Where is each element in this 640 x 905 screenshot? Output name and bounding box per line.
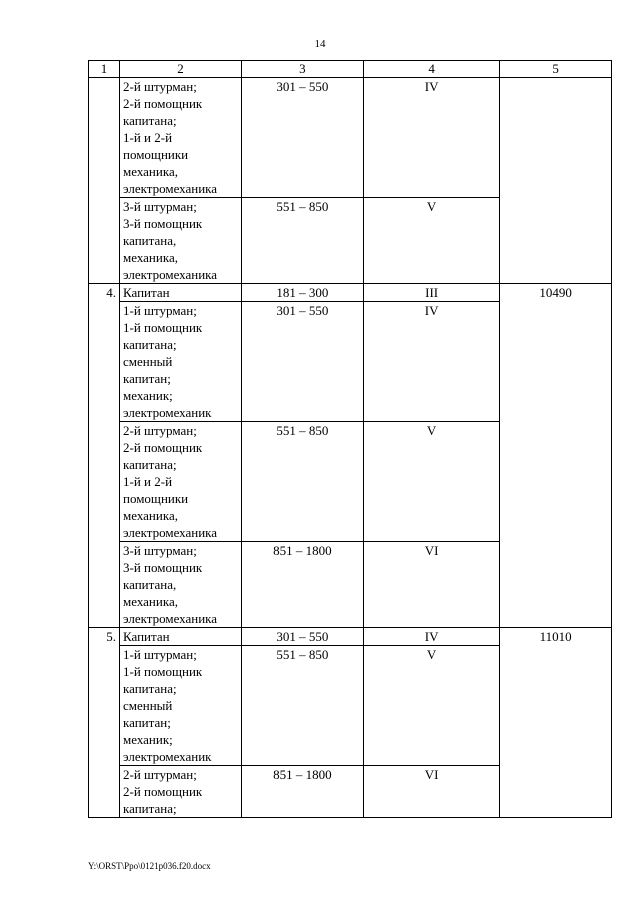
page-number: 14 <box>314 38 326 50</box>
position-line: 3-й штурман; <box>123 199 197 214</box>
class-cell: IV <box>363 628 499 646</box>
group-number-cell: 4. <box>89 284 120 628</box>
range-cell: 301 – 550 <box>241 78 363 198</box>
position-line: 2-й штурман; <box>123 767 197 782</box>
position-line: механик; <box>123 732 173 747</box>
salary-table <box>88 60 612 818</box>
position-line: капитана; <box>123 113 177 128</box>
table-row <box>89 78 612 198</box>
group-number-cell <box>89 78 120 284</box>
header-col-4: 4 <box>363 61 499 78</box>
header-row <box>89 61 612 78</box>
table-row <box>89 284 612 302</box>
table-header <box>89 61 612 78</box>
table-row <box>89 628 612 646</box>
position-line: механика, <box>123 594 178 609</box>
position-cell <box>120 766 242 818</box>
position-line: механика, <box>123 508 178 523</box>
range-cell: 851 – 1800 <box>241 766 363 818</box>
position-line: капитана, <box>123 233 177 248</box>
table-body <box>89 78 612 818</box>
class-cell: III <box>363 284 499 302</box>
group-number-cell: 5. <box>89 628 120 818</box>
class-cell: VI <box>363 542 499 628</box>
position-line: помощники <box>123 147 189 162</box>
position-line: электромеханика <box>123 611 218 626</box>
salary-cell <box>500 78 612 284</box>
position-line: 3-й штурман; <box>123 543 197 558</box>
position-line: 3-й помощник <box>123 216 203 231</box>
position-line: электромеханик <box>123 749 212 764</box>
position-cell <box>120 302 242 422</box>
position-line: 1-й и 2-й <box>123 474 173 489</box>
position-line: сменный <box>123 354 173 369</box>
range-cell: 551 – 850 <box>241 198 363 284</box>
range-cell: 551 – 850 <box>241 422 363 542</box>
position-line: капитан; <box>123 715 171 730</box>
header-col-2: 2 <box>120 61 242 78</box>
position-line: Капитан <box>123 285 170 300</box>
class-cell: V <box>363 198 499 284</box>
range-cell: 301 – 550 <box>241 628 363 646</box>
class-cell: IV <box>363 78 499 198</box>
position-cell <box>120 422 242 542</box>
position-line: механика, <box>123 250 178 265</box>
position-line: электромеханик <box>123 405 212 420</box>
position-cell <box>120 628 242 646</box>
position-line: 2-й помощник <box>123 440 203 455</box>
position-line: 1-й штурман; <box>123 647 197 662</box>
position-line: электромеханика <box>123 181 218 196</box>
position-cell <box>120 646 242 766</box>
position-line: капитана; <box>123 681 177 696</box>
position-line: 1-й помощник <box>123 320 203 335</box>
header-col-5: 5 <box>500 61 612 78</box>
position-line: 3-й помощник <box>123 560 203 575</box>
salary-cell: 10490 <box>500 284 612 628</box>
position-line: 2-й штурман; <box>123 79 197 94</box>
range-cell: 301 – 550 <box>241 302 363 422</box>
position-line: 1-й штурман; <box>123 303 197 318</box>
range-cell: 181 – 300 <box>241 284 363 302</box>
position-cell <box>120 542 242 628</box>
position-line: капитана, <box>123 577 177 592</box>
class-cell: IV <box>363 302 499 422</box>
position-line: 2-й помощник <box>123 784 203 799</box>
position-line: сменный <box>123 698 173 713</box>
position-line: электромеханика <box>123 525 218 540</box>
position-line: капитана; <box>123 801 177 816</box>
position-line: механик; <box>123 388 173 403</box>
position-line: 1-й помощник <box>123 664 203 679</box>
footer-file-path: Y:\ORST\Ppo\0121p036.f20.docx <box>88 861 211 871</box>
class-cell: V <box>363 422 499 542</box>
header-col-1: 1 <box>89 61 120 78</box>
position-line: капитана; <box>123 457 177 472</box>
class-cell: V <box>363 646 499 766</box>
header-col-3: 3 <box>241 61 363 78</box>
class-cell: VI <box>363 766 499 818</box>
position-cell <box>120 78 242 198</box>
range-cell: 551 – 850 <box>241 646 363 766</box>
position-line: 2-й помощник <box>123 96 203 111</box>
range-cell: 851 – 1800 <box>241 542 363 628</box>
position-cell <box>120 284 242 302</box>
position-line: 1-й и 2-й <box>123 130 173 145</box>
position-line: 2-й штурман; <box>123 423 197 438</box>
position-line: капитан; <box>123 371 171 386</box>
position-cell <box>120 198 242 284</box>
position-line: электромеханика <box>123 267 218 282</box>
position-line: помощники <box>123 491 189 506</box>
position-line: механика, <box>123 164 178 179</box>
salary-cell: 11010 <box>500 628 612 818</box>
position-line: Капитан <box>123 629 170 644</box>
position-line: капитана; <box>123 337 177 352</box>
